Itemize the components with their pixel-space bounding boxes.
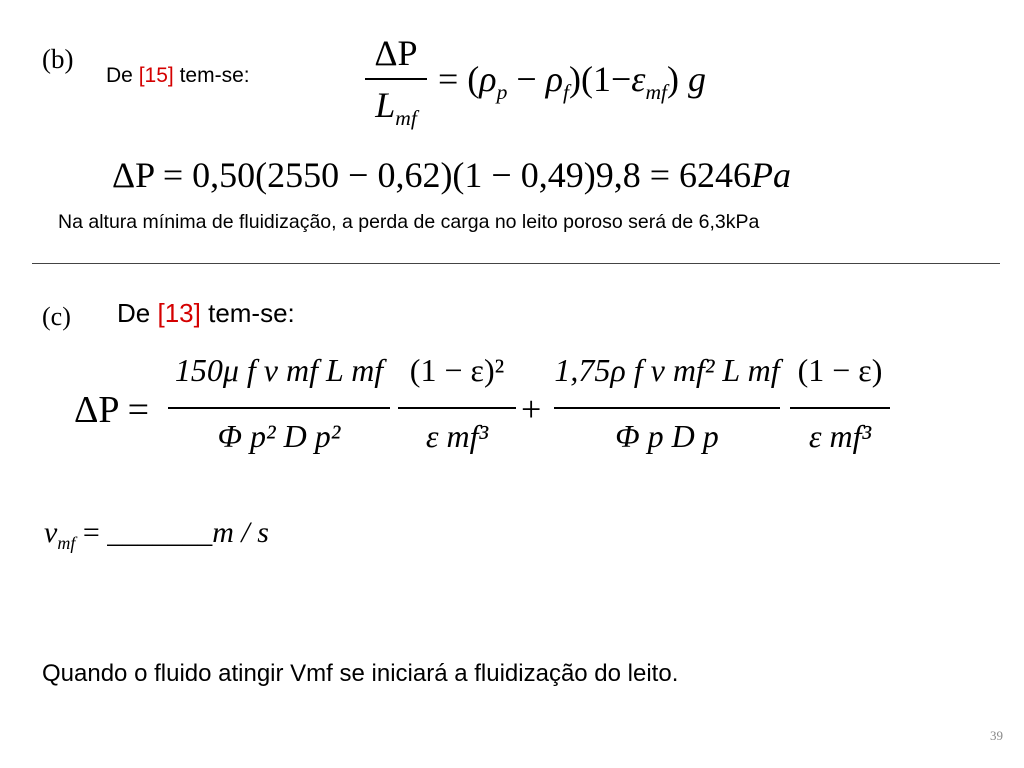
ergun-term1-denominator: Φ p² D p²: [217, 418, 341, 454]
section-c-label: (c): [42, 302, 71, 331]
ergun-term1-numerator: 150μ f v mf L mf: [174, 352, 384, 388]
eq1-rhs-open: = (: [438, 59, 480, 99]
eq2-unit: Pa: [751, 155, 792, 195]
section-b-intro: [106, 64, 250, 88]
reference-15-link[interactable]: [15]: [138, 64, 174, 87]
conclusion-text: Quando o fluido atingir Vmf se iniciará a fluidização do leito.: [42, 660, 679, 687]
eq1-epsilon: ε: [631, 59, 646, 99]
section-c-intro-prefix: De: [117, 298, 151, 328]
section-c-intro-suffix: tem-se:: [208, 298, 295, 328]
eq1-minus: −: [516, 59, 537, 99]
ergun-term4-numerator: (1 − ε): [797, 352, 883, 388]
equation-vmf: [44, 516, 269, 554]
vmf-blank: = _______: [82, 516, 213, 549]
eq1-rho-f: ρ: [545, 59, 563, 99]
ergun-lhs: ΔP =: [74, 389, 150, 431]
ergun-term3-denominator: Φ p D p: [615, 418, 719, 454]
section-b-intro-suffix: tem-se:: [179, 64, 250, 87]
reference-13-link[interactable]: [13]: [157, 298, 201, 328]
eq1-rhs-mid: )(1−: [568, 59, 632, 99]
ergun-term1-bar: [168, 407, 390, 409]
ergun-term2-bar: [398, 407, 516, 409]
ergun-term2-numerator: (1 − ε)²: [409, 352, 505, 388]
eq1-rhs-close: ): [667, 59, 680, 99]
eq1-fraction-bar: [365, 78, 427, 80]
page-number: 39: [990, 728, 1003, 743]
eq1-rhs: [438, 58, 706, 105]
ergun-term2-denominator: ε mf³: [425, 418, 489, 454]
section-b-intro-prefix: De: [106, 64, 133, 87]
vmf-v: v: [44, 516, 58, 549]
vmf-unit: m / s: [212, 516, 269, 549]
eq2-body: = 0,50(2550 − 0,62)(1 − 0,49)9,8 = 6246: [162, 155, 752, 195]
eq1-g: g: [688, 59, 707, 99]
ergun-term4-denominator: ε mf³: [808, 418, 872, 454]
eq1-delta-p: ΔP: [374, 33, 418, 73]
ergun-plus: +: [521, 389, 542, 429]
vmf-sub: mf: [57, 533, 76, 553]
eq1-denominator: [365, 84, 427, 131]
eq1-rho-p: ρ: [479, 59, 497, 99]
equation-numeric-result: [112, 154, 791, 196]
section-c-intro: [117, 298, 295, 329]
eq2-delta-p: ΔP: [112, 155, 154, 195]
section-divider: [32, 263, 1000, 264]
eq1-rho-f-sub: f: [562, 80, 569, 105]
ergun-term4-bar: [790, 407, 890, 409]
section-b-note: Na altura mínima de fluidização, a perda de carga no leito poroso será de 6,3kPa: [58, 211, 760, 233]
eq1-L-sub: mf: [395, 106, 417, 131]
eq1-rho-p-sub: p: [496, 80, 508, 105]
ergun-term3-numerator: 1,75ρ f v mf² L mf: [554, 352, 780, 388]
section-b-label: (b): [42, 44, 74, 74]
eq1-epsilon-sub: mf: [645, 80, 668, 105]
ergun-term3-bar: [554, 407, 780, 409]
eq1-L: L: [375, 85, 396, 125]
eq1-numerator: [365, 32, 427, 74]
